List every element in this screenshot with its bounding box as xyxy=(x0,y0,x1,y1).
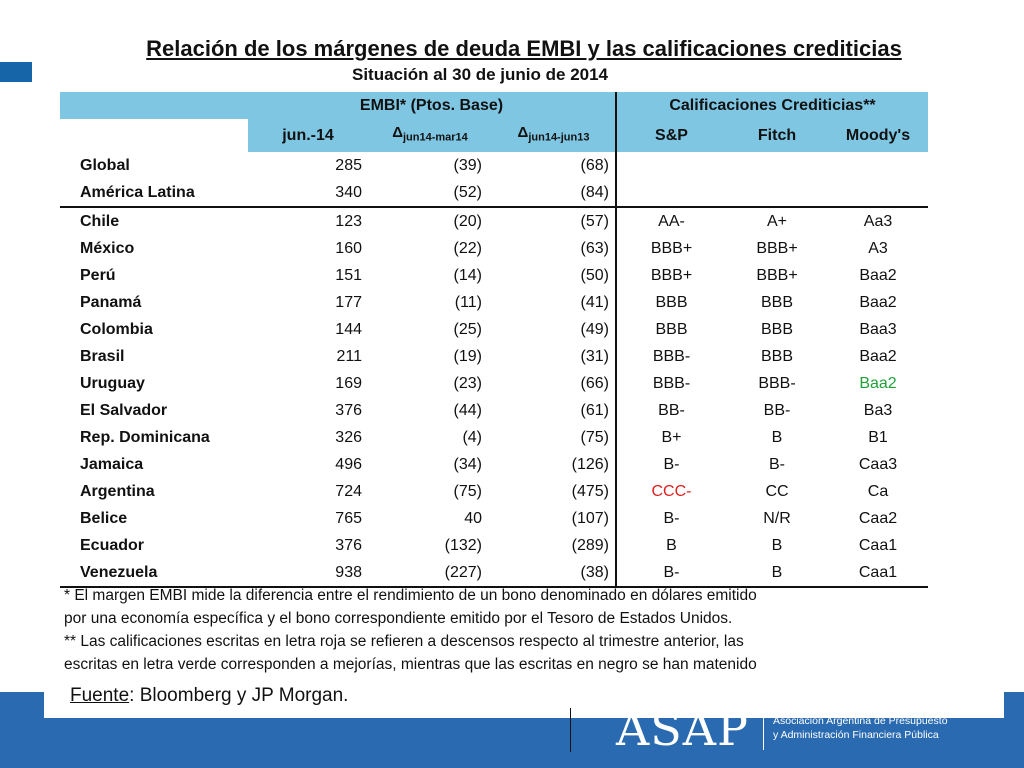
embi-jun14: 496 xyxy=(335,455,362,473)
row-name: México xyxy=(80,239,135,257)
embi-jun14: 765 xyxy=(335,509,362,527)
rating-fitch xyxy=(726,179,828,207)
rating-sp: B xyxy=(666,536,677,554)
embi-jun14: 123 xyxy=(335,212,362,230)
rating-fitch: BBB xyxy=(760,293,793,311)
rating-sp: CCC- xyxy=(651,482,692,500)
rating-sp: AA- xyxy=(658,212,685,230)
table-row xyxy=(60,152,928,179)
rating-sp xyxy=(616,152,726,179)
rating-sp: BBB+ xyxy=(650,239,693,257)
rating-fitch: BBB xyxy=(760,347,793,365)
delta-quarter: (227) xyxy=(368,559,492,587)
footnote-colors-line2: escritas en letra verde corresponden a mejorías, mientras que las escritas en negro se han matenido xyxy=(64,656,757,673)
table-row xyxy=(60,397,928,424)
rating-moodys xyxy=(828,179,928,207)
embi-jun14: 724 xyxy=(335,482,362,500)
rating-fitch: BBB- xyxy=(758,374,796,392)
table-row xyxy=(60,370,928,397)
rating-fitch: N/R xyxy=(763,509,791,527)
rating-moodys: Ba3 xyxy=(863,401,893,419)
row-name: América Latina xyxy=(60,179,248,207)
embi-jun14: 169 xyxy=(335,374,362,392)
row-name: Jamaica xyxy=(80,455,144,473)
row-name: Belice xyxy=(80,509,128,527)
rating-moodys: Baa2 xyxy=(859,374,897,392)
rating-sp: BBB+ xyxy=(650,266,693,284)
rating-moodys: Baa2 xyxy=(859,293,897,311)
table-row xyxy=(60,235,928,262)
embi-jun14: 376 xyxy=(335,401,362,419)
header-sp: S&P xyxy=(616,119,726,152)
delta-quarter: (25) xyxy=(453,320,482,338)
embi-jun14: 144 xyxy=(335,320,362,338)
source-text: : Bloomberg y JP Morgan. xyxy=(129,685,349,706)
footnote-embi-line1: * El margen EMBI mide la diferencia entre el rendimiento de un bono denominado en dólares emitido xyxy=(64,587,757,604)
asap-logo: ASAP xyxy=(616,702,749,756)
table-row xyxy=(60,179,928,207)
footnote-embi-line2: por una economía específica y el bono correspondiente emitido por el Tesoro de Estados Unidos. xyxy=(64,610,733,627)
delta-quarter: (34) xyxy=(453,455,482,473)
rating-sp: B- xyxy=(616,559,726,587)
delta-year: (38) xyxy=(492,559,616,587)
delta-year: (41) xyxy=(492,289,616,316)
table-row xyxy=(60,316,928,343)
row-name: Brasil xyxy=(80,347,125,365)
delta-quarter: (75) xyxy=(453,482,482,500)
rating-fitch: BB- xyxy=(763,401,791,419)
embi-ratings-table xyxy=(60,92,928,588)
rating-fitch: B xyxy=(771,536,783,554)
row-name: Venezuela xyxy=(60,559,248,587)
accent-bar xyxy=(0,62,32,82)
embi-jun14: 326 xyxy=(335,428,362,446)
embi-jun14: 376 xyxy=(335,536,362,554)
embi-jun14: 285 xyxy=(335,156,362,174)
rating-moodys: Caa2 xyxy=(858,509,898,527)
logo-caption-line2: y Administración Financiera Pública xyxy=(773,729,939,741)
table-row xyxy=(60,343,928,370)
rating-moodys: Baa2 xyxy=(859,347,897,365)
delta-quarter: (11) xyxy=(454,293,482,311)
delta-year: (61) xyxy=(492,397,616,424)
rating-moodys: Caa3 xyxy=(858,455,898,473)
delta-year: (49) xyxy=(492,316,616,343)
rating-moodys: Aa3 xyxy=(863,212,893,230)
delta-year: (31) xyxy=(492,343,616,370)
table-row xyxy=(60,505,928,532)
row-name: Ecuador xyxy=(80,536,145,554)
rating-sp: B- xyxy=(663,509,680,527)
table-row xyxy=(60,424,928,451)
delta-quarter: (132) xyxy=(444,536,482,554)
row-name: Perú xyxy=(80,266,116,284)
embi-jun14: 938 xyxy=(248,559,368,587)
row-name: El Salvador xyxy=(80,401,168,419)
logo-caption xyxy=(773,714,948,742)
rating-sp: BBB xyxy=(655,320,688,338)
rating-moodys xyxy=(828,152,928,179)
rating-moodys: Baa3 xyxy=(859,320,897,338)
delta-year: (289) xyxy=(492,532,616,559)
row-name: Chile xyxy=(80,212,120,230)
delta-year: (66) xyxy=(492,370,616,397)
row-name: Colombia xyxy=(80,320,153,338)
header-blank-2 xyxy=(60,119,248,152)
table-row xyxy=(60,559,928,587)
delta-quarter: (23) xyxy=(453,374,482,392)
delta-year: (126) xyxy=(492,451,616,478)
rating-sp: BBB- xyxy=(652,347,691,365)
delta-year: (57) xyxy=(492,207,616,235)
rating-fitch: B xyxy=(771,428,783,446)
delta-year: (107) xyxy=(492,505,616,532)
delta-quarter: (14) xyxy=(453,266,482,284)
rating-moodys: Baa2 xyxy=(859,266,897,284)
logo-caption-line1: Asociación Argentina de Presupuesto xyxy=(773,715,948,727)
table-row xyxy=(60,451,928,478)
rating-fitch: B- xyxy=(769,455,785,473)
delta-year: (68) xyxy=(492,152,616,179)
embi-jun14: 211 xyxy=(336,347,362,365)
rating-moodys: Ca xyxy=(867,482,889,500)
delta-quarter: (44) xyxy=(453,401,482,419)
rating-fitch: BBB xyxy=(760,320,793,338)
table-row xyxy=(60,262,928,289)
rating-sp: B- xyxy=(663,455,680,473)
delta-quarter: (22) xyxy=(453,239,482,257)
rating-sp: BBB- xyxy=(652,374,691,392)
source-note xyxy=(70,685,348,707)
row-name: Argentina xyxy=(80,482,155,500)
rating-moodys: Caa1 xyxy=(828,559,928,587)
delta-quarter: (19) xyxy=(453,347,482,365)
rating-fitch: BBB+ xyxy=(756,239,798,257)
row-name: Uruguay xyxy=(80,374,145,392)
delta-year: (75) xyxy=(492,424,616,451)
page-subtitle: Situación al 30 de junio de 2014 xyxy=(351,65,609,84)
header-jun14: jun.-14 xyxy=(248,119,368,152)
table-row xyxy=(60,478,928,505)
rating-fitch: A+ xyxy=(766,212,787,230)
rating-moodys: B1 xyxy=(868,428,888,446)
row-name: Panamá xyxy=(80,293,142,311)
delta-year: (63) xyxy=(492,235,616,262)
delta-quarter: (52) xyxy=(368,179,492,207)
header-blank xyxy=(60,92,248,119)
rating-sp xyxy=(616,179,726,207)
row-name: Rep. Dominicana xyxy=(80,428,210,446)
header-fitch: Fitch xyxy=(726,119,828,152)
embi-jun14: 340 xyxy=(248,179,368,207)
embi-jun14: 177 xyxy=(335,293,362,311)
page-title: Relación de los márgenes de deuda EMBI y las calificaciones crediticias xyxy=(146,36,902,61)
delta-year: (50) xyxy=(492,262,616,289)
header-embi-group: EMBI* (Ptos. Base) xyxy=(248,92,616,119)
logo-divider xyxy=(570,708,571,752)
header-delta-quarter: $\Delta_{jun14-mar14}$ xyxy=(368,119,492,152)
rating-fitch: BBB+ xyxy=(756,266,798,284)
rating-fitch xyxy=(726,152,828,179)
logo-separator xyxy=(763,710,764,750)
delta-quarter: (20) xyxy=(453,212,482,230)
header-moodys: Moody's xyxy=(828,119,928,152)
delta-year: (84) xyxy=(492,179,616,207)
rating-fitch: CC xyxy=(765,482,789,500)
footnote-colors-line1: ** Las calificaciones escritas en letra roja se refieren a descensos respecto al trimestre anterior, las xyxy=(64,633,744,650)
rating-fitch: B xyxy=(726,559,828,587)
header-ratings-group: Calificaciones Crediticias** xyxy=(616,92,928,119)
rating-sp: B+ xyxy=(661,428,682,446)
delta-quarter: (39) xyxy=(453,156,482,174)
source-label: Fuente xyxy=(70,685,130,706)
table-row xyxy=(60,289,928,316)
delta-year: (475) xyxy=(492,478,616,505)
row-name: Global xyxy=(80,156,130,174)
table-row xyxy=(60,532,928,559)
rating-moodys: Caa1 xyxy=(858,536,898,554)
embi-jun14: 151 xyxy=(335,266,362,284)
delta-quarter: (4) xyxy=(462,428,482,446)
delta-quarter: 40 xyxy=(464,509,482,527)
table-row xyxy=(60,207,928,235)
rating-sp: BB- xyxy=(658,401,685,419)
rating-moodys: A3 xyxy=(868,239,888,257)
header-delta-year: $\Delta_{jun14-jun13}$ xyxy=(492,119,616,152)
footnotes xyxy=(64,584,964,676)
rating-sp: BBB xyxy=(655,293,688,311)
embi-jun14: 160 xyxy=(335,239,362,257)
